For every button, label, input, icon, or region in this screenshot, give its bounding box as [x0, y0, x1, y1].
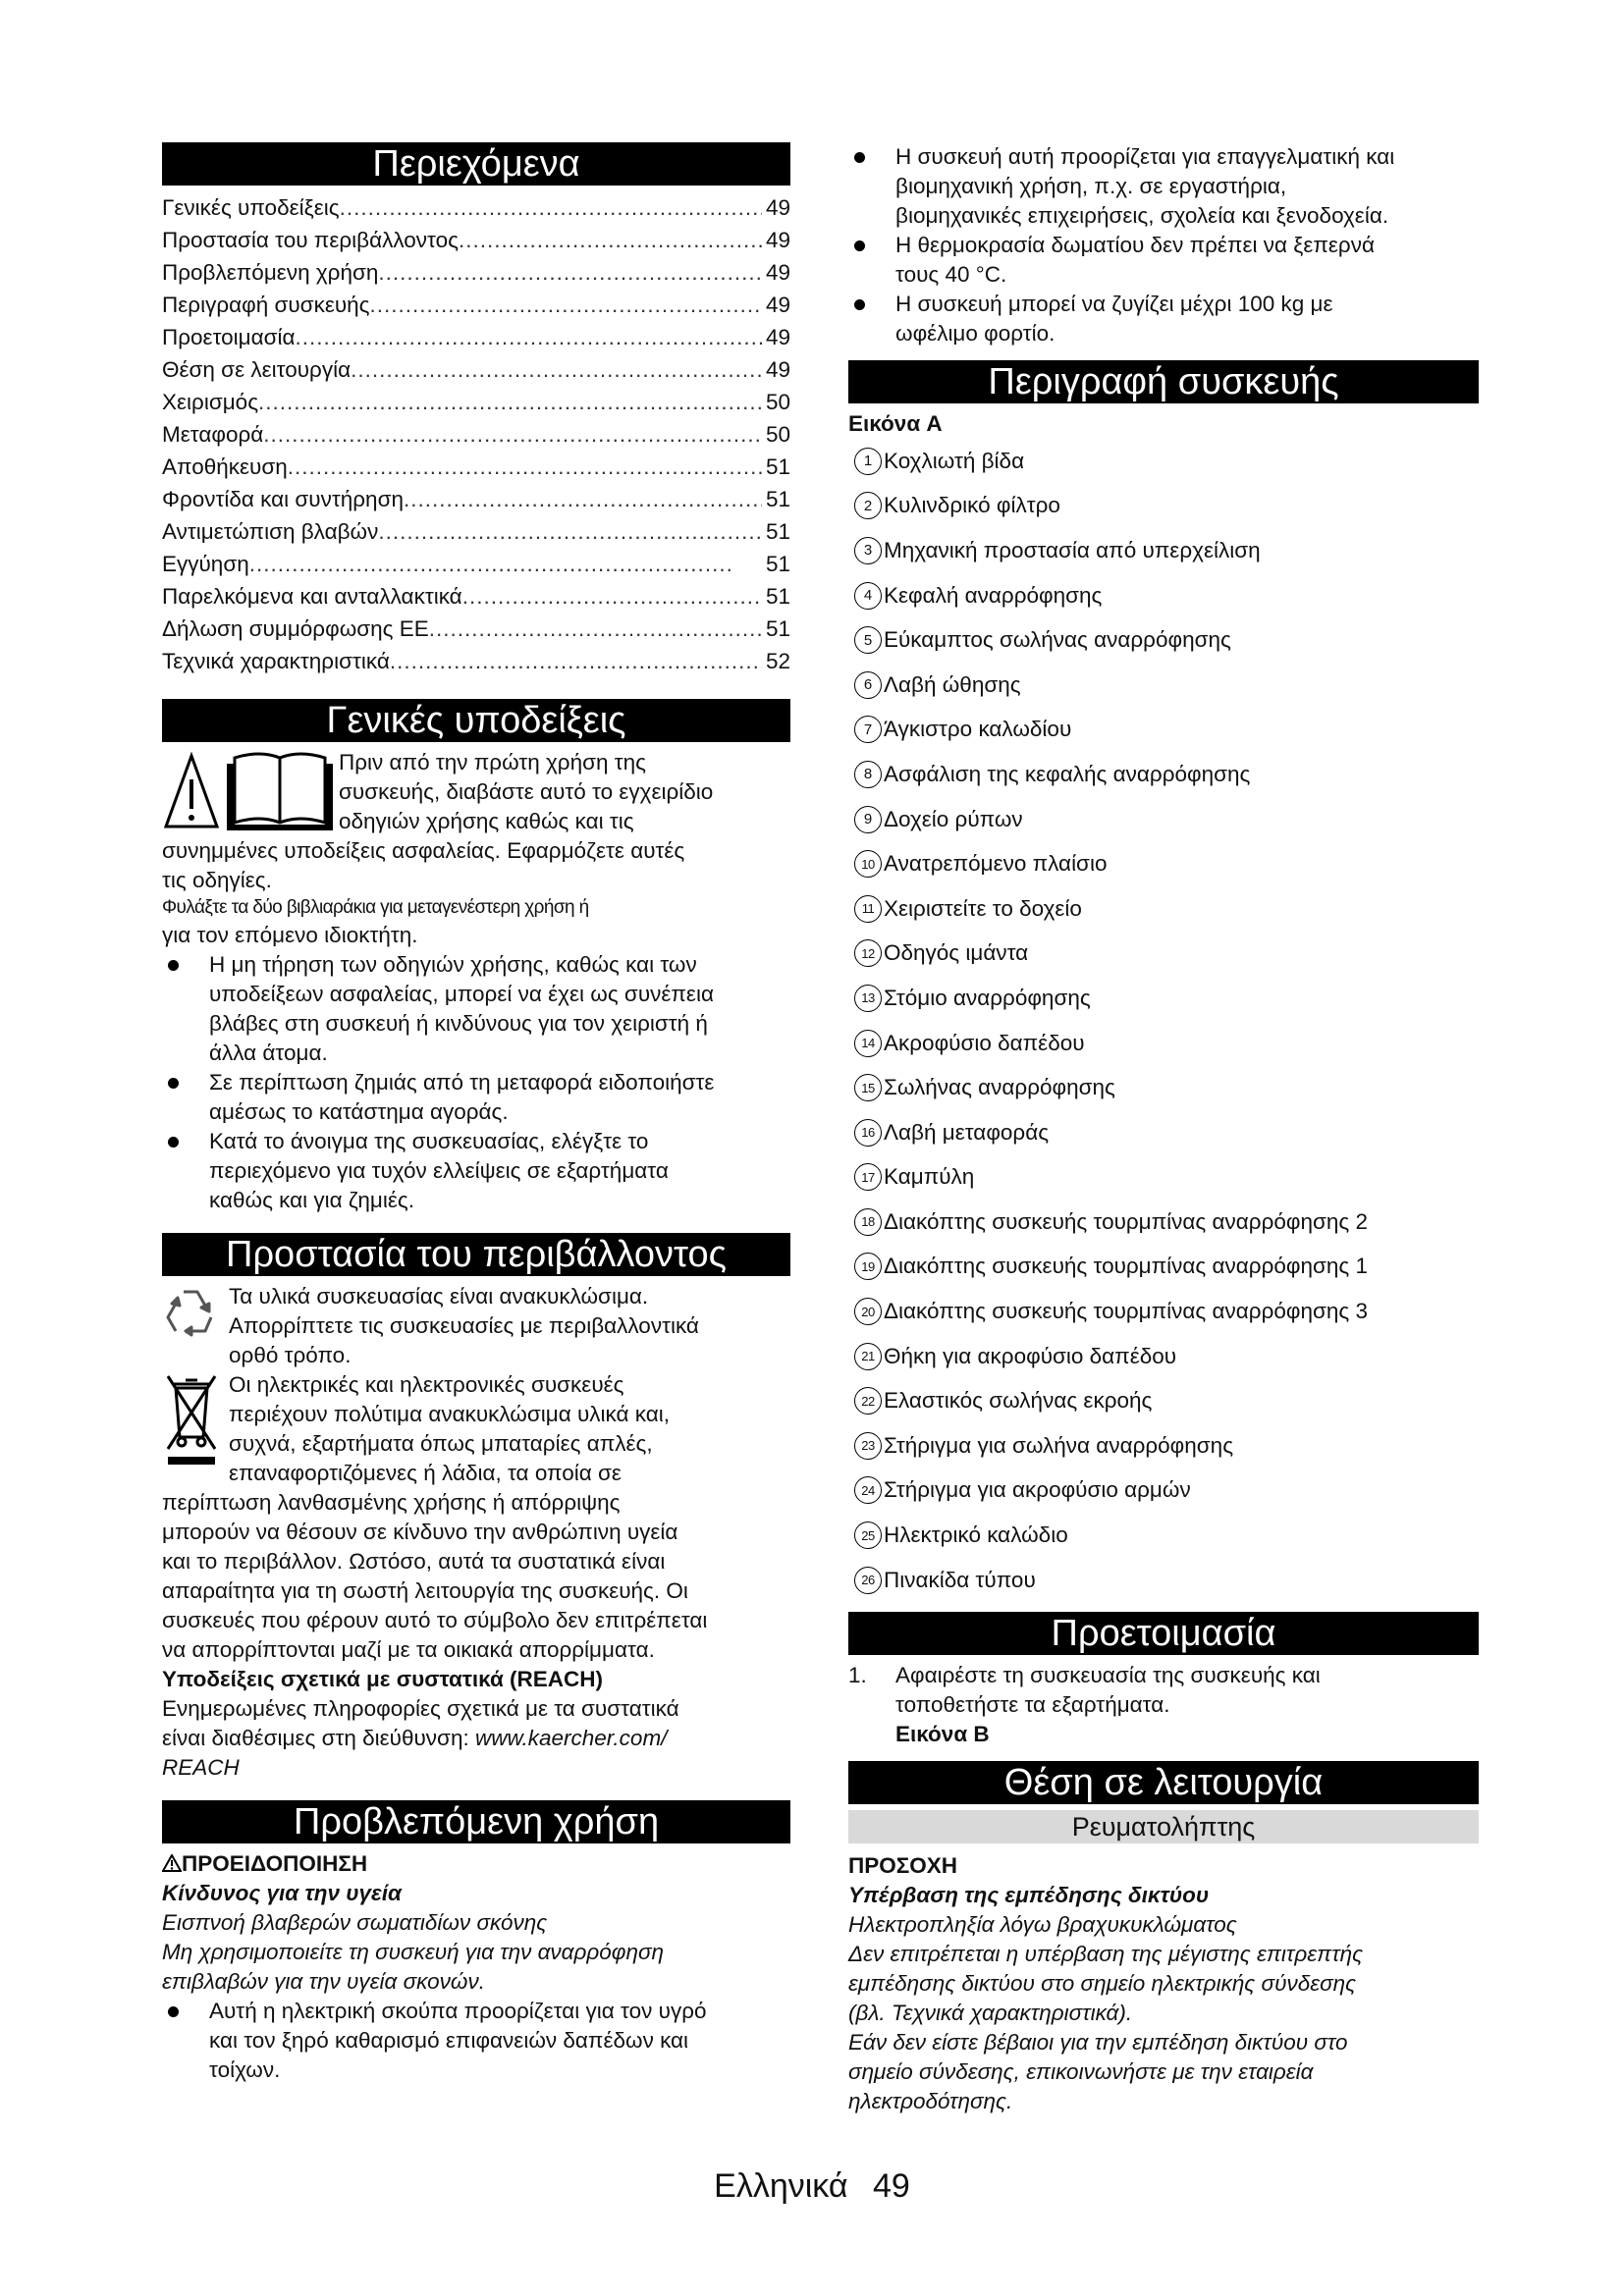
power-plug-subheading: Ρευματολήπτης — [848, 1810, 1479, 1843]
component-label: Δοχείο ρύπων — [884, 806, 1023, 831]
callout-number: 6 — [854, 671, 882, 699]
component-item — [848, 1200, 1479, 1245]
component-label: Στόμιο αναρρόφησης — [884, 985, 1091, 1010]
callout-number: 11 — [854, 895, 882, 923]
component-label: Στήριγμα για ακροφύσιο αρμών — [884, 1477, 1191, 1503]
table-of-contents — [162, 191, 790, 677]
component-item — [848, 1513, 1479, 1558]
preparation-step: 1. Αφαιρέστε τη συσκευασία της συσκευής και τοποθετήστε τα εξαρτήματα. Εικόνα B — [848, 1661, 1479, 1749]
caution-text: Εάν δεν είστε βέβαιοι για την εμπέδηση δικτύου στο — [848, 2030, 1348, 2056]
general-bullet: Η μη τήρηση των οδηγιών χρήσης, καθώς και των υποδείξεων ασφαλείας, μπορεί να έχει ως συνέπεια βλάβες στη συσκευή ή κινδύνους για τον χειριστή ή άλλα άτομα. — [162, 950, 790, 1068]
component-label: Κυλινδρικό φίλτρο — [884, 493, 1060, 518]
component-label: Διακόπτης συσκευής τουρμπίνας αναρρόφησης 3 — [884, 1299, 1369, 1324]
callout-number: 4 — [854, 582, 882, 610]
component-item — [848, 528, 1479, 573]
page-footer — [0, 2167, 1624, 2206]
component-label: Εύκαμπτος σωλήνας αναρρόφησης — [884, 627, 1231, 653]
component-item — [848, 752, 1479, 797]
component-label: Ελαστικός σωλήνας εκροής — [884, 1388, 1153, 1414]
caution-text: Δεν επιτρέπεται η υπέρβαση της μέγιστης επιτρεπτής — [848, 1942, 1364, 1967]
component-item — [848, 1558, 1479, 1603]
callout-number: 2 — [854, 492, 882, 519]
component-item — [848, 932, 1479, 977]
component-item — [848, 708, 1479, 753]
component-item — [848, 663, 1479, 708]
caution-label: ΠΡΟΣΟΧΗ — [848, 1853, 958, 1879]
component-item — [848, 1155, 1479, 1201]
general-intro-line: Πριν από την πρώτη χρήση της — [339, 750, 646, 774]
intended-use-bullet: Η συσκευή αυτή προορίζεται για επαγγελματική και βιομηχανική χρήση, π.χ. σε εργαστήρια, βιομηχανικές επιχειρήσεις, σχολεία και ξενοδοχεία. — [848, 142, 1479, 231]
component-item — [848, 1021, 1479, 1066]
callout-number: 20 — [854, 1298, 882, 1325]
weee-text: απαραίτητα για τη σωστή λειτουργία της συσκευής. Οι — [162, 1578, 688, 1603]
general-intro-line: συνημμένες υποδείξεις ασφαλείας. Εφαρμόζετε αυτές — [162, 838, 685, 863]
component-item — [848, 841, 1479, 886]
component-item — [848, 439, 1479, 484]
footer-language: Ελληνικά — [714, 2167, 848, 2205]
component-label: Στήριγμα για σωλήνα αναρρόφησης — [884, 1432, 1234, 1458]
toc-item[interactable]: Γενικές υποδείξεις ..... 49 — [162, 191, 790, 224]
toc-item[interactable]: Αποθήκευση ..... 51 — [162, 451, 790, 483]
caution-text: ηλεκτροδότησης. — [848, 2089, 1013, 2114]
callout-number: 12 — [854, 939, 882, 967]
component-label: Άγκιστρο καλωδίου — [884, 717, 1072, 742]
weee-text: περίπτωση λανθασμένης χρήσης ή απόρριψης — [162, 1490, 621, 1515]
weee-text: να απορρίπτονται μαζί με τα οικιακά απορρίμματα. — [162, 1637, 655, 1662]
caution-text: εμπέδησης δικτύου στο σημείο ηλεκτρικής σύνδεσης — [848, 1971, 1357, 1997]
startup-heading: Θέση σε λειτουργία — [848, 1761, 1479, 1804]
left-column — [162, 142, 790, 2085]
caution-text: (βλ. Τεχνικά χαρακτηριστικά). — [848, 2001, 1133, 2026]
component-label: Οδηγός ιμάντα — [884, 940, 1029, 966]
component-label: Σωλήνας αναρρόφησης — [884, 1075, 1115, 1100]
description-heading: Περιγραφή συσκευής — [848, 360, 1479, 403]
callout-number: 16 — [854, 1119, 882, 1147]
component-label: Καμπύλη — [884, 1164, 975, 1190]
callout-number: 25 — [854, 1522, 882, 1549]
crossed-bin-icon — [162, 1370, 221, 1468]
toc-item[interactable]: Μεταφορά ..... 50 — [162, 418, 790, 451]
component-label: Ακροφύσιο δαπέδου — [884, 1030, 1085, 1055]
intended-use-bullet: Η συσκευή μπορεί να ζυγίζει μέχρι 100 kg με ωφέλιμο φορτίο. — [848, 290, 1479, 348]
toc-item[interactable]: Προετοιμασία ..... 49 — [162, 321, 790, 353]
hazard-text: Εισπνοή βλαβερών σωματιδίων σκόνης — [162, 1910, 548, 1935]
reach-link[interactable]: www.kaercher.com/ — [474, 1726, 668, 1750]
caution-text: σημείο σύνδεσης, επικοινωνήστε με την εταιρεία — [848, 2059, 1314, 2085]
toc-item[interactable]: Προστασία του περιβάλλοντος ..... 49 — [162, 224, 790, 256]
component-item — [848, 617, 1479, 663]
general-keep-line: Φυλάξτε τα δύο βιβλιαράκια για μεταγενέστερη χρήση ή — [162, 897, 589, 918]
general-bullet: Σε περίπτωση ζημιάς από τη μεταφορά ειδοποιήστε αμέσως το κατάστημα αγοράς. — [162, 1068, 790, 1127]
warning-triangle-icon — [162, 1854, 182, 1872]
component-list — [848, 439, 1479, 1602]
reach-link[interactable]: REACH — [162, 1755, 240, 1780]
figure-label: Εικόνα B — [895, 1722, 990, 1747]
component-label: Χειριστείτε το δοχείο — [884, 895, 1082, 921]
callout-number: 21 — [854, 1343, 882, 1370]
component-item — [848, 484, 1479, 529]
component-label: Μηχανική προστασία από υπερχείλιση — [884, 537, 1261, 562]
component-item — [848, 1289, 1479, 1334]
general-keep-line: για τον επόμενο ιδιοκτήτη. — [162, 923, 418, 947]
callout-number: 8 — [854, 761, 882, 788]
page-number: 49 — [873, 2167, 910, 2205]
callout-number: 17 — [854, 1163, 882, 1191]
hazard-text: Μη χρησιμοποιείτε τη συσκευή για την αναρρόφηση — [162, 1940, 665, 1964]
component-item — [848, 1378, 1479, 1423]
toc-item[interactable]: Δήλωση συμμόρφωσης ΕΕ ..... 51 — [162, 613, 790, 645]
weee-text: και το περιβάλλον. Ωστόσο, αυτά τα συστατικά είναι — [162, 1549, 666, 1574]
component-item — [848, 1245, 1479, 1290]
weee-text: μπορούν να θέσουν σε κίνδυνο την ανθρώπινη υγεία — [162, 1520, 678, 1544]
preparation-heading: Προετοιμασία — [848, 1612, 1479, 1655]
callout-number: 1 — [854, 448, 882, 475]
component-item — [848, 1468, 1479, 1514]
component-label: Ασφάλιση της κεφαλής αναρρόφησης — [884, 761, 1251, 786]
component-item — [848, 573, 1479, 618]
toc-item[interactable]: Περιγραφή συσκευής ..... 49 — [162, 289, 790, 321]
component-item — [848, 886, 1479, 932]
component-label: Ανατρεπόμενο πλαίσιο — [884, 851, 1108, 877]
callout-number: 24 — [854, 1476, 882, 1504]
callout-number: 13 — [854, 985, 882, 1012]
warning-and-manual-icon — [162, 748, 335, 836]
component-label: Διακόπτης συσκευής τουρμπίνας αναρρόφησης 2 — [884, 1208, 1369, 1234]
toc-item[interactable]: Αντιμετώπιση βλαβών ..... 51 — [162, 515, 790, 548]
reach-text: Ενημερωμένες πληροφορίες σχετικά με τα συστατικά — [162, 1696, 679, 1721]
intended-use-heading: Προβλεπόμενη χρήση — [162, 1800, 790, 1843]
component-label: Λαβή μεταφοράς — [884, 1119, 1050, 1145]
hazard-title: Κίνδυνος για την υγεία — [162, 1881, 402, 1905]
component-label: Πινακίδα τύπου — [884, 1567, 1036, 1592]
figure-label: Εικόνα A — [848, 411, 943, 436]
toc-item[interactable]: Φροντίδα και συντήρηση ..... 51 — [162, 483, 790, 515]
callout-number: 15 — [854, 1074, 882, 1101]
callout-number: 18 — [854, 1208, 882, 1236]
component-item — [848, 1334, 1479, 1379]
general-intro-line: συσκευής, διαβάστε αυτό το εγχειρίδιο — [339, 779, 714, 804]
callout-number: 22 — [854, 1387, 882, 1415]
intended-use-bullet: Η θερμοκρασία δωματίου δεν πρέπει να ξεπερνά τους 40 °C. — [848, 231, 1479, 290]
reach-text: είναι διαθέσιμες στη διεύθυνση: www.kaercher.com/ — [162, 1726, 668, 1750]
component-item — [848, 1110, 1479, 1155]
recycling-icon — [162, 1286, 219, 1341]
toc-item[interactable]: Θέση σε λειτουργία ..... 49 — [162, 353, 790, 386]
component-label: Ηλεκτρικό καλώδιο — [884, 1522, 1068, 1548]
component-label: Διακόπτης συσκευής τουρμπίνας αναρρόφησης 1 — [884, 1254, 1369, 1279]
general-intro-line: οδηγιών χρήσης καθώς και τις — [339, 809, 634, 833]
general-notes-heading: Γενικές υποδείξεις — [162, 699, 790, 742]
component-item — [848, 976, 1479, 1021]
callout-number: 14 — [854, 1030, 882, 1057]
callout-number: 9 — [854, 806, 882, 833]
caution-title: Υπέρβαση της εμπέδησης δικτύου — [848, 1883, 1210, 1908]
packaging-recycling: Τα υλικά συσκευασίας είναι ανακυκλώσιμα. Απορρίπτετε τις συσκευασίες με περιβαλλοντικά ορθό τρόπο. — [162, 1282, 790, 1370]
caution-text: Ηλεκτροπληξία λόγω βραχυκυκλώματος — [848, 1912, 1237, 1938]
component-item — [848, 797, 1479, 842]
component-label: Θήκη για ακροφύσιο δαπέδου — [884, 1343, 1177, 1368]
weee-disposal: Οι ηλεκτρικές και ηλεκτρονικές συσκευές περιέχουν πολύτιμα ανακυκλώσιμα υλικά και, συχνά, εξαρτήματα όπως μπαταρίες απλές, επαναφορτιζόμενες ή λάδια, τα οποία σε — [162, 1370, 790, 1488]
general-intro-line: τις οδηγίες. — [162, 868, 272, 892]
component-item — [848, 1065, 1479, 1110]
callout-number: 3 — [854, 537, 882, 564]
callout-number: 10 — [854, 850, 882, 878]
general-bullet: Κατά το άνοιγμα της συσκευασίας, ελέγξτε το περιεχόμενο για τυχόν ελλείψεις σε εξαρτήματα καθώς και για ζημιές. — [162, 1127, 790, 1215]
warning-label: ΠΡΟΕΙΔΟΠΟΙΗΣΗ — [162, 1849, 790, 1879]
toc-item[interactable]: Χειρισμός ..... 50 — [162, 386, 790, 418]
toc-item[interactable]: Παρελκόμενα και ανταλλακτικά ..... 51 — [162, 580, 790, 613]
toc-item[interactable]: Τεχνικά χαρακτηριστικά ..... 52 — [162, 645, 790, 677]
reach-title: Υποδείξεις σχετικά με συστατικά (REACH) — [162, 1667, 604, 1691]
intended-use-bullet: Αυτή η ηλεκτρική σκούπα προορίζεται για τον υγρό και τον ξηρό καθαρισμό επιφανειών δαπέδων και τοίχων. — [162, 1997, 790, 2085]
right-column — [848, 142, 1479, 2116]
callout-number: 7 — [854, 716, 882, 743]
hazard-text: επιβλαβών για την υγεία σκονών. — [162, 1969, 485, 1994]
callout-number: 5 — [854, 626, 882, 654]
component-label: Λαβή ώθησης — [884, 671, 1021, 697]
environment-heading: Προστασία του περιβάλλοντος — [162, 1233, 790, 1276]
callout-number: 23 — [854, 1432, 882, 1460]
callout-number: 26 — [854, 1567, 882, 1594]
component-label: Κεφαλή αναρρόφησης — [884, 582, 1103, 608]
toc-item[interactable]: Προβλεπόμενη χρήση ..... 49 — [162, 256, 790, 289]
toc-heading: Περιεχόμενα — [162, 142, 790, 186]
component-label: Κοχλιωτή βίδα — [884, 448, 1025, 473]
component-item — [848, 1423, 1479, 1468]
weee-text: συσκευές που φέρουν αυτό το σύμβολο δεν επιτρέπεται — [162, 1608, 708, 1632]
toc-item[interactable]: Εγγύηση ..... 51 — [162, 548, 790, 580]
general-intro — [162, 748, 790, 836]
callout-number: 19 — [854, 1253, 882, 1280]
